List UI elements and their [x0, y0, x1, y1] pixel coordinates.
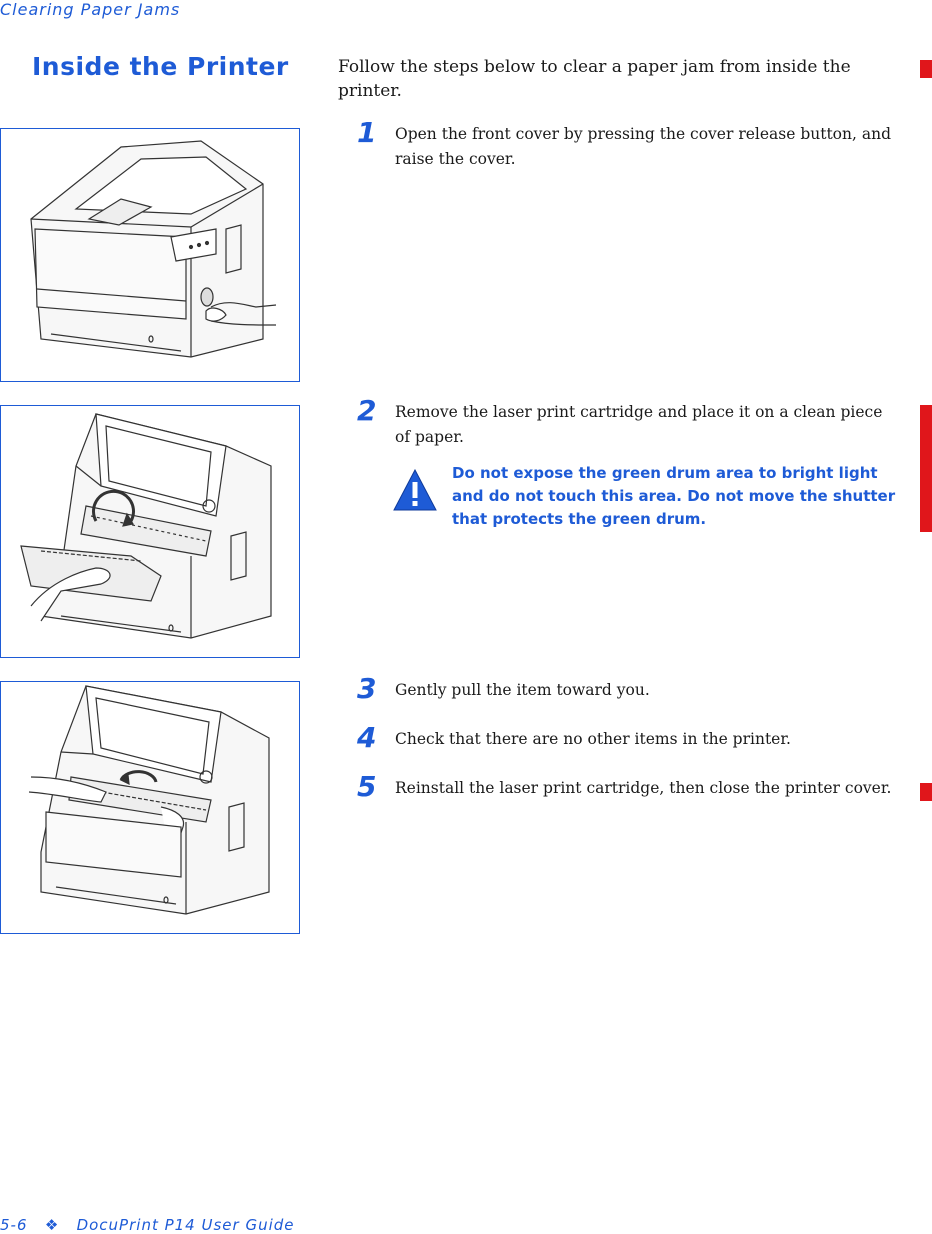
- step-4: [357, 721, 902, 754]
- step-2: [357, 394, 902, 450]
- intro-paragraph: Follow the steps below to clear a paper jam from inside the printer.: [338, 57, 851, 101]
- guide-title: DocuPrint P14 User Guide: [76, 1216, 295, 1234]
- step-text: Open the front cover by pressing the cover release button, and raise the cover.: [395, 125, 891, 168]
- caution-text: Do not expose the green drum area to bright light and do not touch this area. Do not move the shutter that protects the green drum.: [452, 464, 896, 528]
- step-1: [357, 116, 902, 172]
- step-number: 2: [357, 394, 377, 427]
- step-number: 1: [357, 116, 377, 149]
- step-text: Reinstall the laser print cartridge, then close the printer cover.: [395, 779, 892, 797]
- caution-note: [392, 462, 902, 531]
- running-header: Clearing Paper Jams: [0, 0, 181, 19]
- printer-cover-release-illustration: [0, 128, 300, 382]
- page-number: 5-6: [0, 1216, 28, 1234]
- footer-separator-icon: ❖: [44, 1216, 60, 1234]
- step-5: [357, 770, 902, 803]
- section-title: Inside the Printer: [32, 52, 289, 81]
- change-bar: [920, 60, 932, 78]
- step-text: Gently pull the item toward you.: [395, 681, 650, 699]
- page-footer: [0, 1216, 295, 1234]
- warning-triangle-icon: [392, 468, 438, 516]
- step-number: 3: [357, 672, 377, 705]
- step-text: Check that there are no other items in the printer.: [395, 730, 791, 748]
- change-bar: [920, 405, 932, 532]
- step-text: Remove the laser print cartridge and place it on a clean piece of paper.: [395, 403, 883, 446]
- remove-cartridge-illustration: [0, 405, 300, 658]
- pull-paper-illustration: [0, 681, 300, 934]
- step-3: [357, 672, 902, 705]
- step-number: 5: [357, 770, 377, 803]
- step-number: 4: [357, 721, 377, 754]
- change-bar: [920, 783, 932, 801]
